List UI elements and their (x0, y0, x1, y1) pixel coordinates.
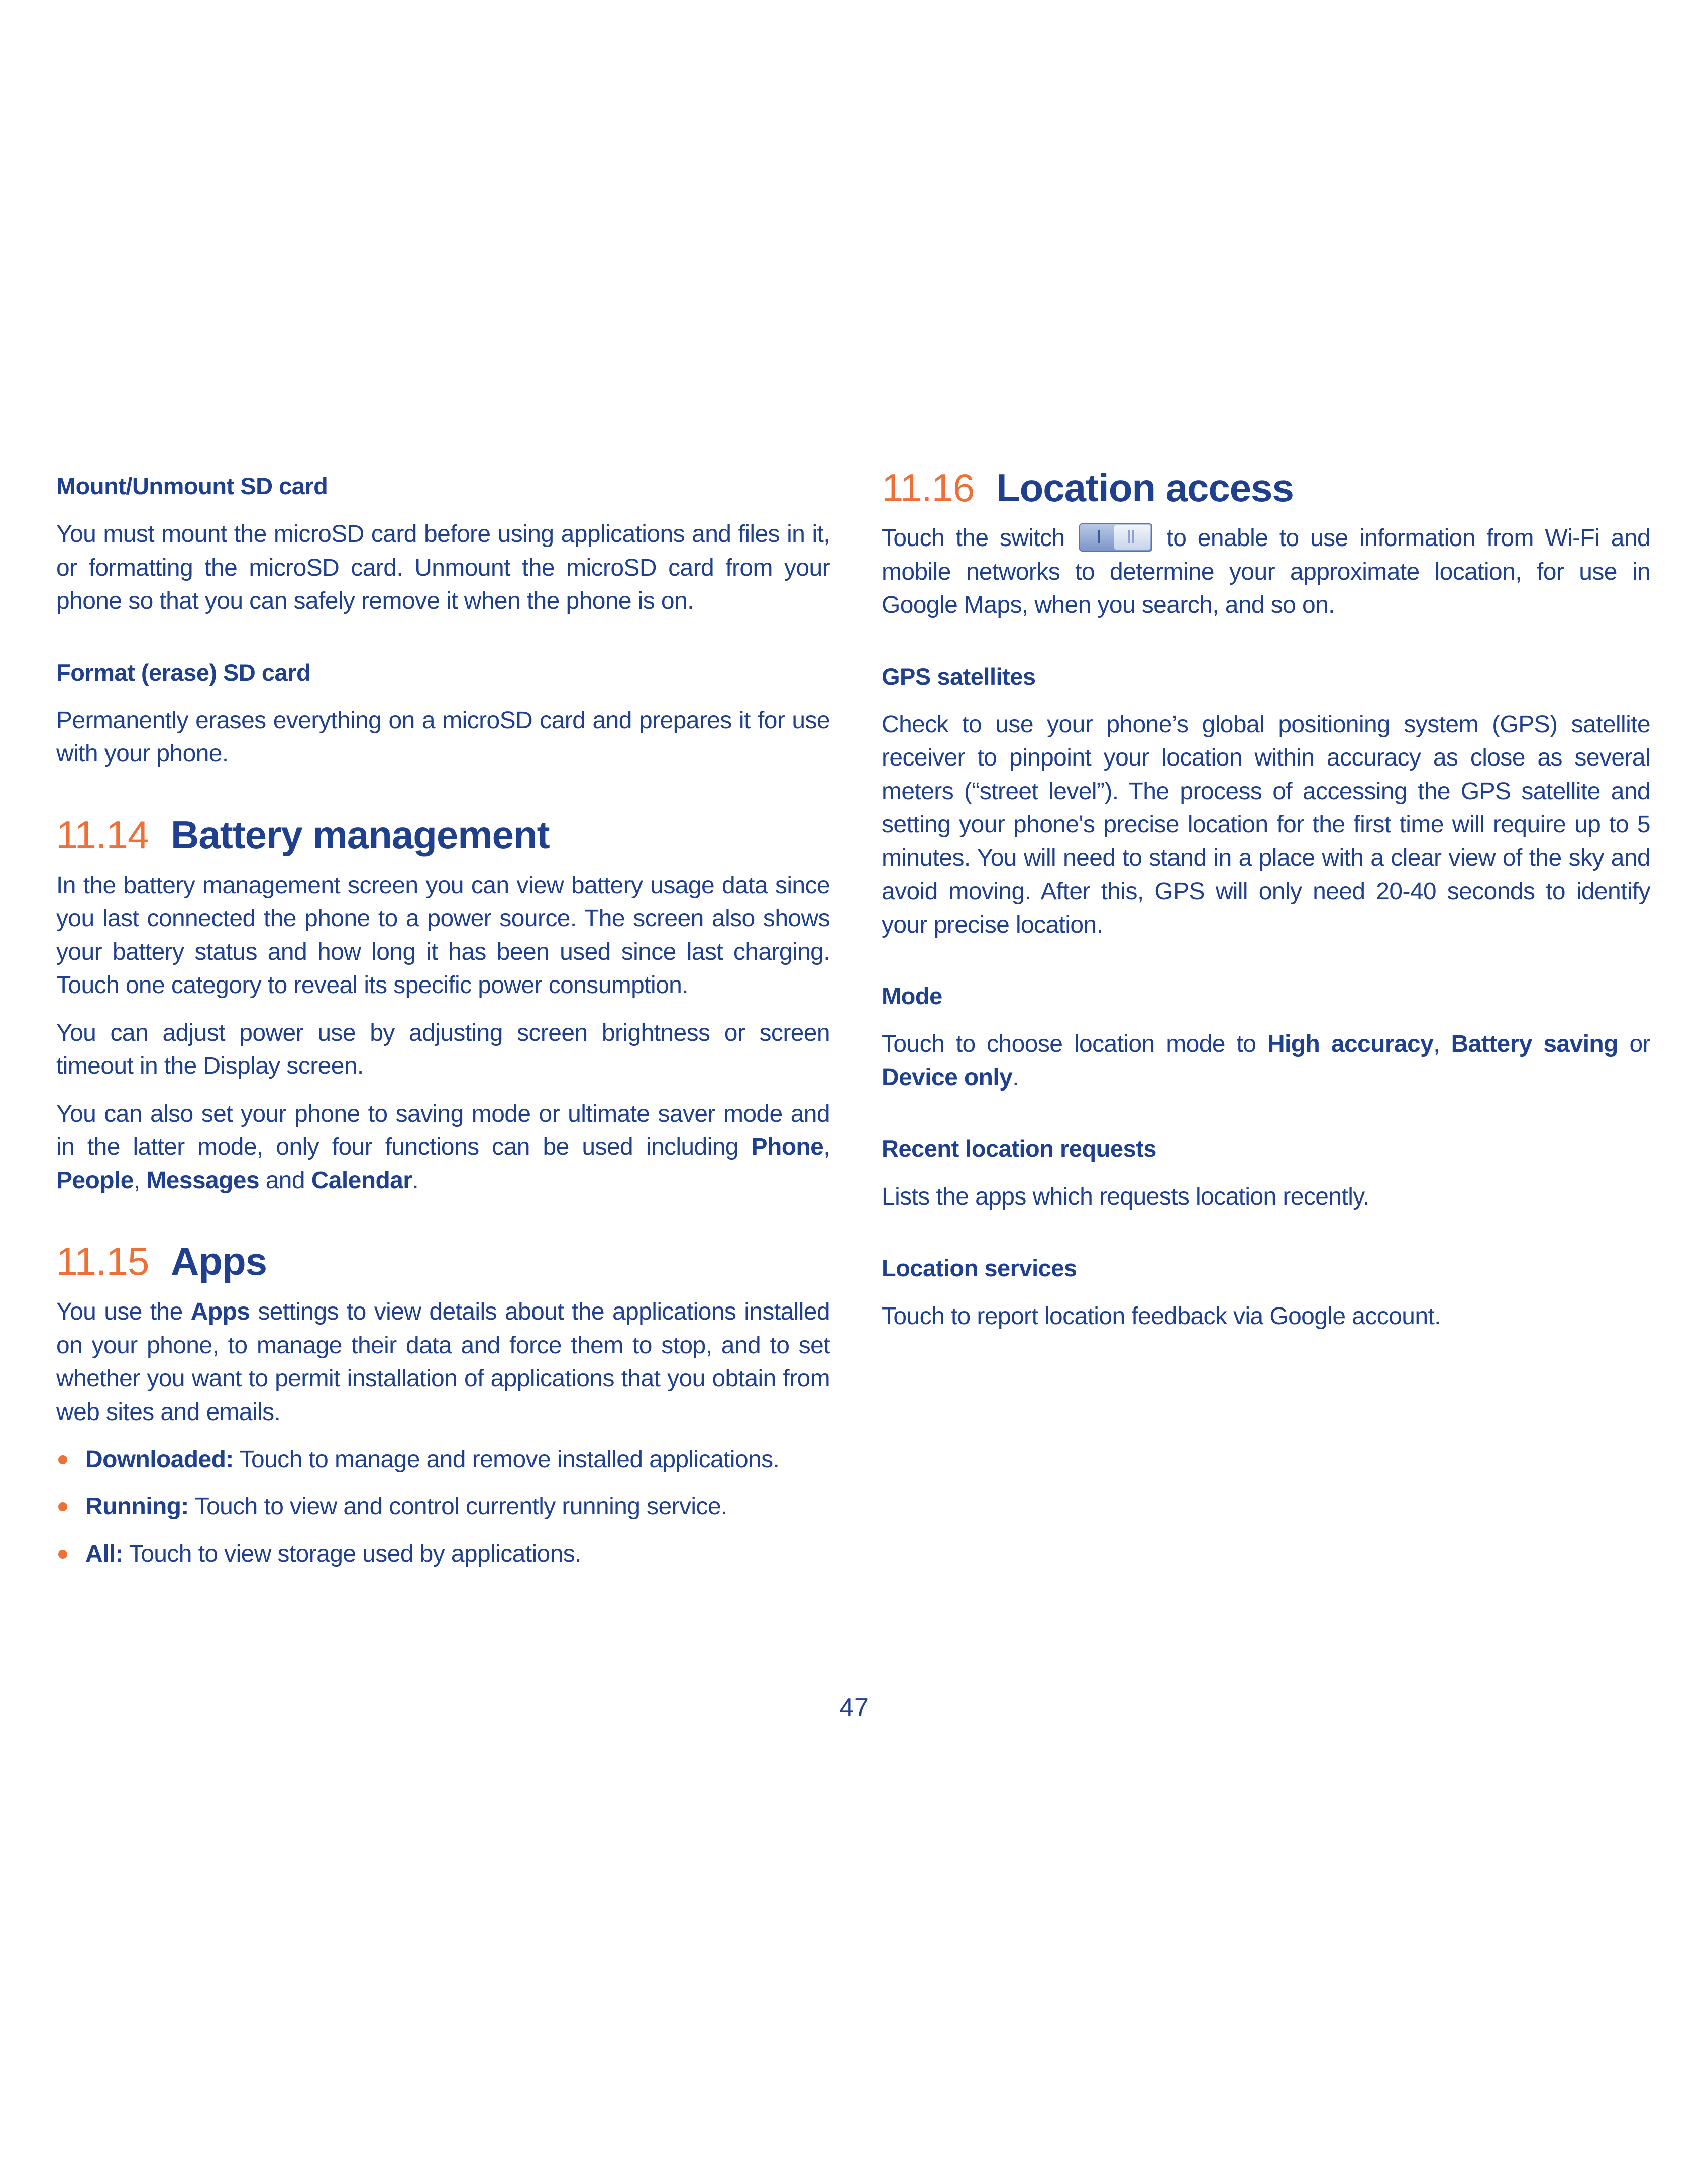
list-item (56, 1443, 830, 1476)
format-text: Permanently erases everything on a microSD card and prepares it for use with your phone. (56, 707, 830, 767)
apps-section-name: Apps (171, 1239, 267, 1283)
bullet-label: Downloaded: (85, 1446, 234, 1473)
sep: , (823, 1134, 830, 1160)
kw-phone: Phone (751, 1134, 824, 1160)
list-item (56, 1538, 830, 1571)
battery-p1: In the battery management screen you can view battery usage data since you last connected the phone to a power source. The screen also shows your battery status and how long it has been used since last charging. Touch one category to reveal its specific power consumption. (56, 871, 830, 999)
services-text: Touch to report location feedback via Google account. (882, 1302, 1441, 1330)
sep: . (412, 1167, 419, 1194)
kw-messages: Messages (146, 1167, 259, 1194)
apps-bullet-list (56, 1443, 830, 1571)
kw-battery-saving: Battery saving (1451, 1031, 1618, 1057)
battery-p2: You can adjust power use by adjusting screen brightness or screen timeout in the Display screen. (56, 1019, 830, 1079)
bullet-text: Touch to view and control currently running service. (188, 1493, 727, 1520)
mode-text-part: Touch to choose location mode to (882, 1031, 1267, 1057)
kw-people: People (56, 1167, 134, 1194)
sep: . (1012, 1064, 1019, 1091)
battery-p3-text: You can also set your phone to saving mode or ultimate saver mode and in the latter mode, only four functions can be used including (56, 1100, 830, 1160)
bullet-text: Touch to manage and remove installed applications. (233, 1446, 780, 1473)
kw-device-only: Device only (882, 1064, 1013, 1091)
toggle-switch-icon (1079, 523, 1152, 552)
bullet-label: Running: (85, 1493, 189, 1520)
list-item (56, 1490, 830, 1523)
apps-p1-text: You use the (56, 1298, 191, 1325)
location-section-title (882, 465, 1650, 511)
sep: , (1433, 1031, 1451, 1057)
mount-text: You must mount the microSD card before using applications and files in it, or formatting the microSD card. Unmount the microSD card from your phone so that you can safely remove it when the phone is on. (56, 521, 830, 614)
left-column (56, 472, 830, 1585)
bullet-icon (58, 1550, 67, 1559)
apps-p1 (56, 1295, 830, 1429)
page-number: 47 (839, 1693, 869, 1722)
bullet-label: All: (85, 1541, 123, 1567)
apps-p1-text: settings to view details about the applications installed on your phone, to manage their data and force them to stop, and to set whether you want to permit installation of applications that you obtain from web sites and emails. (56, 1298, 830, 1426)
apps-section-title (56, 1239, 830, 1284)
gps-heading: GPS satellites (882, 663, 1036, 690)
sep: , (133, 1167, 147, 1194)
battery-section-number: 11.14 (56, 812, 149, 857)
mode-heading: Mode (882, 983, 942, 1009)
sep: or (1618, 1031, 1650, 1057)
mount-heading: Mount/Unmount SD card (56, 473, 328, 499)
gps-text: Check to use your phone’s global positioning system (GPS) satellite receiver to pinpoint your location within accuracy as close as several meters (“street level”). The process of accessing the GPS satellite and setting your phone's precise location for the first time will require up to 5 minutes. You will need to stand in a place with a clear view of the sky and avoid moving. After this, GPS will only need 20-40 seconds to identify your precise location. (882, 711, 1650, 938)
battery-section-title (56, 812, 830, 858)
services-heading: Location services (882, 1254, 1077, 1281)
bullet-icon (58, 1502, 67, 1511)
kw-high-accuracy: High accuracy (1267, 1031, 1434, 1057)
apps-section-number: 11.15 (56, 1239, 149, 1283)
sep: and (259, 1167, 311, 1194)
bullet-icon (58, 1455, 67, 1464)
location-p1-text: Touch the switch (882, 525, 1077, 552)
location-p1 (882, 522, 1650, 622)
recent-heading: Recent location requests (882, 1135, 1156, 1162)
location-section-name: Location access (996, 466, 1294, 510)
kw-apps: Apps (190, 1298, 250, 1325)
mode-text (882, 1028, 1650, 1095)
battery-section-name: Battery management (171, 812, 550, 857)
recent-text: Lists the apps which requests location recently. (882, 1183, 1369, 1210)
battery-p3 (56, 1098, 830, 1198)
right-column (882, 466, 1650, 1347)
format-heading: Format (erase) SD card (56, 659, 311, 686)
location-section-number: 11.16 (882, 466, 975, 510)
location-p1-text: to enable to use information from Wi-Fi and mobile networks to determine your approximate location, for use in Google Maps, when you search, and so on. (882, 525, 1650, 618)
bullet-text: Touch to view storage used by applications. (123, 1541, 581, 1567)
kw-calendar: Calendar (311, 1167, 412, 1194)
